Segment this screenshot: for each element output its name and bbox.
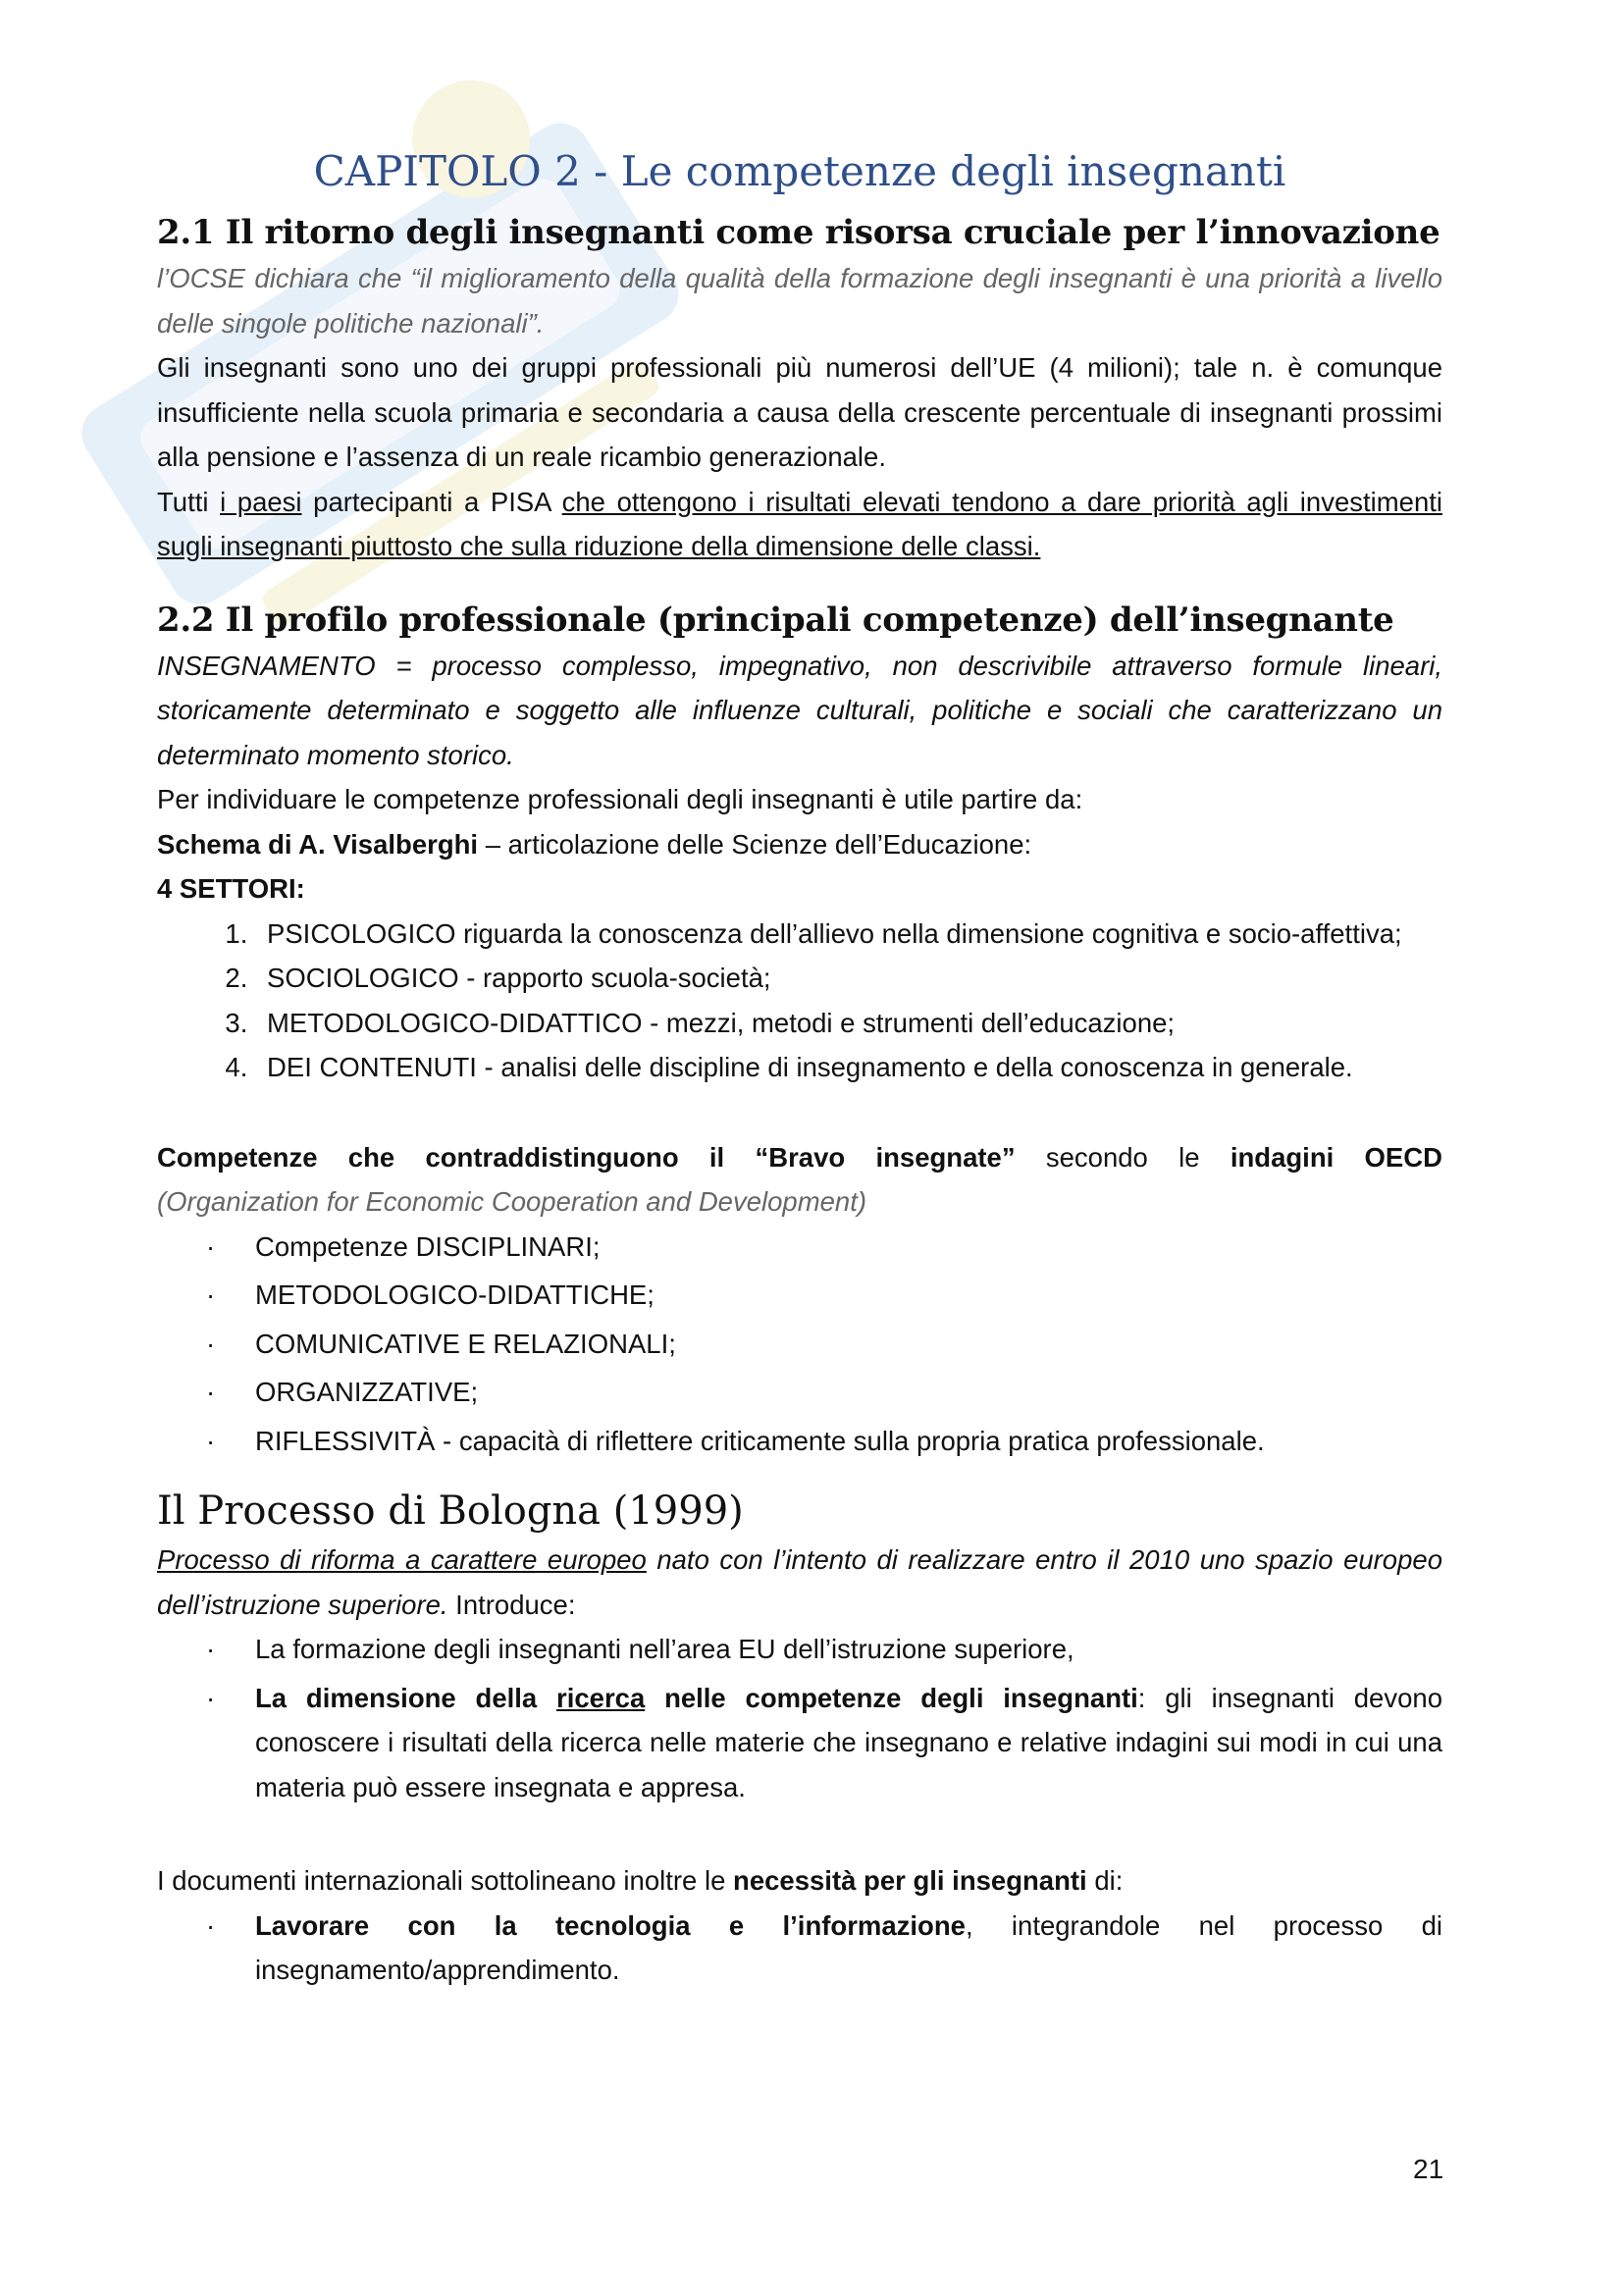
competenze-item: · ORGANIZZATIVE; [157, 1370, 1442, 1415]
competenze-item: · Competenze DISCIPLINARI; [157, 1225, 1442, 1270]
settori-item: 1. PSICOLOGICO riguarda la conoscenza dell’allievo nella dimensione cognitiva e socio-affettiva; [255, 912, 1442, 957]
section-2-1-title: 2.1 Il ritorno degli insegnanti come risorsa cruciale per l’innovazione [157, 213, 1440, 252]
bullet-icon: · [206, 1909, 216, 1941]
bullet-icon: · [206, 1634, 216, 1664]
competenze-list [157, 1225, 1442, 1464]
bullet-icon: · [206, 1425, 216, 1456]
bullet-icon: · [206, 1230, 216, 1262]
settori-item: 4. DEI CONTENUTI - analisi delle discipline di insegnamento e della conoscenza in generale. [255, 1045, 1442, 1090]
competenze-mid: secondo le [1015, 1141, 1230, 1173]
schema-author: Schema di A. Visalberghi [157, 828, 479, 860]
competenze-item: · RIFLESSIVITÀ - capacità di riflettere criticamente sulla propria pratica professionale. [157, 1419, 1442, 1464]
page-number: 21 [1413, 2154, 1444, 2184]
bullet-icon: · [206, 1279, 216, 1310]
section-2-2-intro: Per individuare le competenze professionali degli insegnanti è utile partire da: [157, 784, 1083, 814]
settori-item: 2. SOCIOLOGICO - rapporto scuola-società; [255, 956, 1442, 1001]
documenti-paragraph: I documenti internazionali sottolineano inoltre le necessità per gli insegnanti di: [157, 1865, 1124, 1896]
necessita-list [157, 1904, 1442, 1993]
pisa-text-mid: partecipanti a PISA [301, 486, 562, 517]
bullet-icon: · [206, 1328, 216, 1359]
settori-heading: 4 SETTORI: [157, 873, 305, 904]
bologna-list [157, 1627, 1442, 1809]
pisa-underline-results: che ottengono i risultati elevati tendono a dare priorità agli investimenti sugli insegnanti piuttosto che sulla riduzione della dimensione delle classi. [157, 486, 1442, 561]
oecd-bold: indagini OECD [1230, 1141, 1442, 1173]
document-page [157, 147, 1442, 1997]
pisa-underline-countries: i paesi [220, 486, 302, 517]
settori-item: 3. METODOLOGICO-DIDATTICO - mezzi, metodi e strumenti dell’educazione; [255, 1001, 1442, 1046]
chapter-title: CAPITOLO 2 - Le competenze degli insegnanti [313, 147, 1286, 195]
bologna-intent: nato con l’intento di realizzare entro il 2010 uno spazio europeo dell’istruzione superiore. [157, 1544, 1442, 1620]
bologna-intro [157, 1538, 1442, 1627]
settori-list [157, 912, 1442, 1090]
competenze-item: · COMUNICATIVE E RELAZIONALI; [157, 1322, 1442, 1367]
bologna-reform-underline: Processo di riforma a carattere europeo [157, 1544, 647, 1575]
pisa-text-start: Tutti [157, 486, 221, 517]
bullet-icon: · [206, 1682, 216, 1713]
competenze-heading [157, 1135, 1442, 1180]
necessita-item: · Lavorare con la tecnologia e l’informazione, integrandole nel processo di insegnamento/apprendimento. [157, 1904, 1442, 1993]
bologna-introduce: Introduce: [447, 1589, 576, 1620]
competenze-bold: Competenze che contraddistinguono il “Bravo insegnate” [157, 1141, 1016, 1173]
schema-line [157, 822, 1442, 867]
section-2-2-title: 2.2 Il profilo professionale (principali competenze) dell’insegnante [157, 600, 1394, 640]
section-2-1-paragraph-1: Gli insegnanti sono uno dei gruppi professionali più numerosi dell’UE (4 milioni); tale n. è comunque insufficiente nella scuola primaria e secondaria a causa della crescente percentuale di insegnanti prossimi alla pensione e l’assenza di un reale ricambio generazionale. [157, 352, 1442, 472]
oecd-full-name: (Organization for Economic Cooperation and Development) [157, 1186, 867, 1217]
insegnamento-definition: INSEGNAMENTO = processo complesso, impegnativo, non descrivibile attraverso formule lineari, storicamente determinato e soggetto alle influenze culturali, politiche e sociali che caratterizzano un determinato momento storico. [157, 650, 1442, 770]
bologna-title: Il Processo di Bologna (1999) [157, 1488, 744, 1534]
bologna-item: · La formazione degli insegnanti nell’area EU dell’istruzione superiore, [157, 1627, 1442, 1672]
schema-desc: – articolazione delle Scienze dell’Educazione: [478, 828, 1032, 860]
bologna-item: · La dimensione della ricerca nelle competenze degli insegnanti: gli insegnanti devono conoscere i risultati della ricerca nelle materie che insegnano e relative indagini sui modi in cui una materia può essere insegnata e appresa. [157, 1676, 1442, 1810]
bullet-icon: · [206, 1377, 216, 1407]
section-2-1-paragraph-2 [157, 480, 1442, 569]
competenze-item: · METODOLOGICO-DIDATTICHE; [157, 1273, 1442, 1318]
ocse-quote: l’OCSE dichiara che “il miglioramento della qualità della formazione degli insegnanti è una priorità a livello delle singole politiche nazionali”. [157, 263, 1442, 339]
